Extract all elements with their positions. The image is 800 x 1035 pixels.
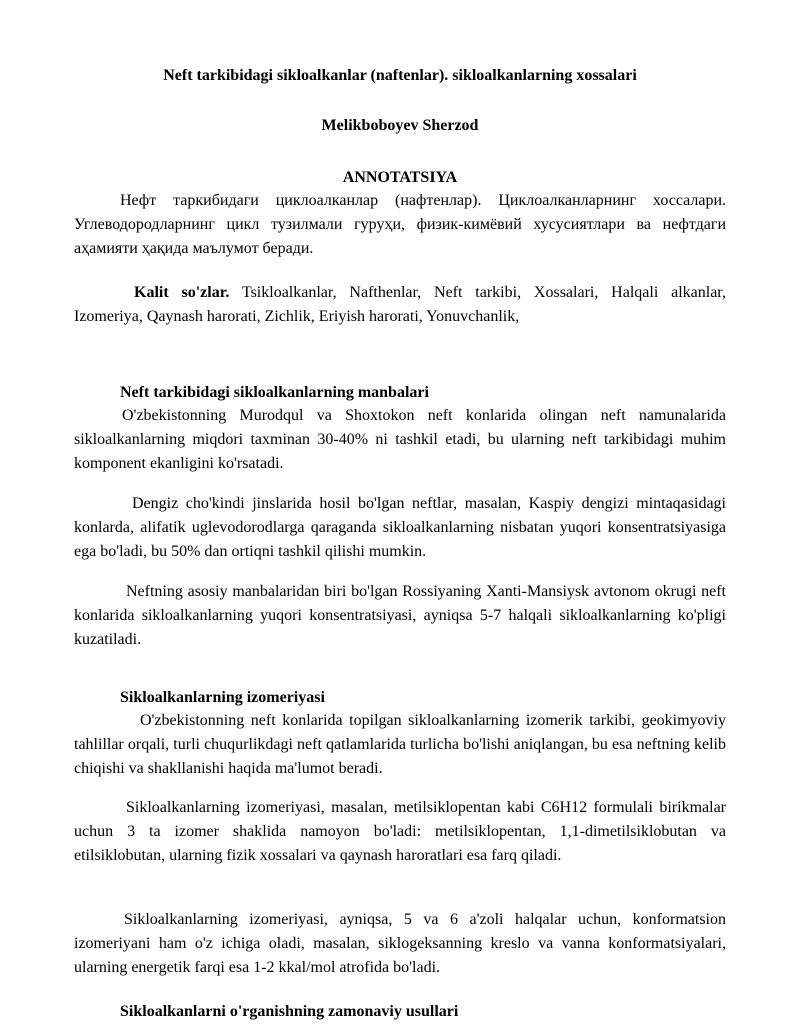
paragraph: Neftning asosiy manbalaridan biri bo'lgan Rossiyaning Xanti-Mansiysk avtonom okrugi neft konlarida sikloalkanlarning yuqori konsentratsiyasi, ayniqsa 5-7 halqali sikloalkanlarning ko'pligi kuzatiladi.	[74, 583, 726, 648]
paragraph: O'zbekistonning Murodqul va Shoxtokon neft konlarida olingan neft namunalarida sikloalkanlarning miqdori taxminan 30-40% ni tashkil etadi, bu ularning neft tarkibidagi muhim komponent ekanligini ko'rsatadi.	[74, 407, 726, 472]
abstract-heading: ANNOTATSIYA	[342, 169, 458, 186]
section-heading-isomerism: Sikloalkanlarning izomeriyasi	[120, 689, 325, 706]
keywords-label: Kalit so'zlar.	[134, 284, 230, 301]
section-heading-methods: Sikloalkanlarni o'rganishning zamonaviy usullari	[120, 1003, 459, 1020]
paragraph: O'zbekistonning neft konlarida topilgan sikloalkanlarning izomerik tarkibi, geokimyoviy tahlillar orqali, turli chuqurlikdagi neft qatlamlarida turlicha bo'lishi aniqlangan, bu esa neftning kelib chiqishi va shakllanishi haqida ma'lumot beradi.	[74, 712, 726, 777]
section-heading-sources: Neft tarkibidagi sikloalkanlarning manbalari	[120, 384, 429, 401]
paragraph: Sikloalkanlarning izomeriyasi, ayniqsa, 5 va 6 a'zoli halqalar uchun, konformatsion izomeriyani ham o'z ichiga oladi, masalan, siklogeksanning kreslo va vanna konformatsiyalari, ularning energetik farqi esa 1-2 kkal/mol atrofida bo'ladi.	[74, 911, 726, 976]
keywords-paragraph	[74, 281, 726, 329]
paragraph: Sikloalkanlarning izomeriyasi, masalan, metilsiklopentan kabi C6H12 formulali birikmalar uchun 3 ta izomer shaklida namoyon bo'ladi: metilsiklopentan, 1,1-dimetilsiklobutan va etilsiklobutan, ularning fizik xossalari va qaynash haroratlari esa farq qiladi.	[74, 799, 726, 864]
keywords-text: Tsikloalkanlar, Nafthenlar, Neft tarkibi, Xossalari, Halqali alkanlar, Izomeriya, Qaynash harorati, Zichlik, Eriyish harorati, Yonuvchanlik,	[74, 284, 726, 325]
document-author: Melikboboyev Sherzod	[321, 117, 479, 134]
document-title: Neft tarkibidagi sikloalkanlar (naftenlar). sikloalkanlarning xossalari	[163, 67, 637, 84]
abstract-text: Нефт таркибидаги циклоалканлар (нафтенлар). Циклоалканларнинг хоссалари. Углеводородларнинг цикл тузилмали гуруҳи, физик-кимёвий хусусиятлари ва нефтдаги аҳамияти ҳақида маълумот беради.	[74, 192, 726, 257]
paragraph: Dengiz cho'kindi jinslarida hosil bo'lgan neftlar, masalan, Kaspiy dengizi mintaqasidagi konlarda, alifatik uglevodorodlarga qaraganda sikloalkanlarning nisbatan yuqori konsentratsiyasiga ega bo'ladi, bu 50% dan ortiqni tashkil qilishi mumkin.	[74, 495, 726, 560]
